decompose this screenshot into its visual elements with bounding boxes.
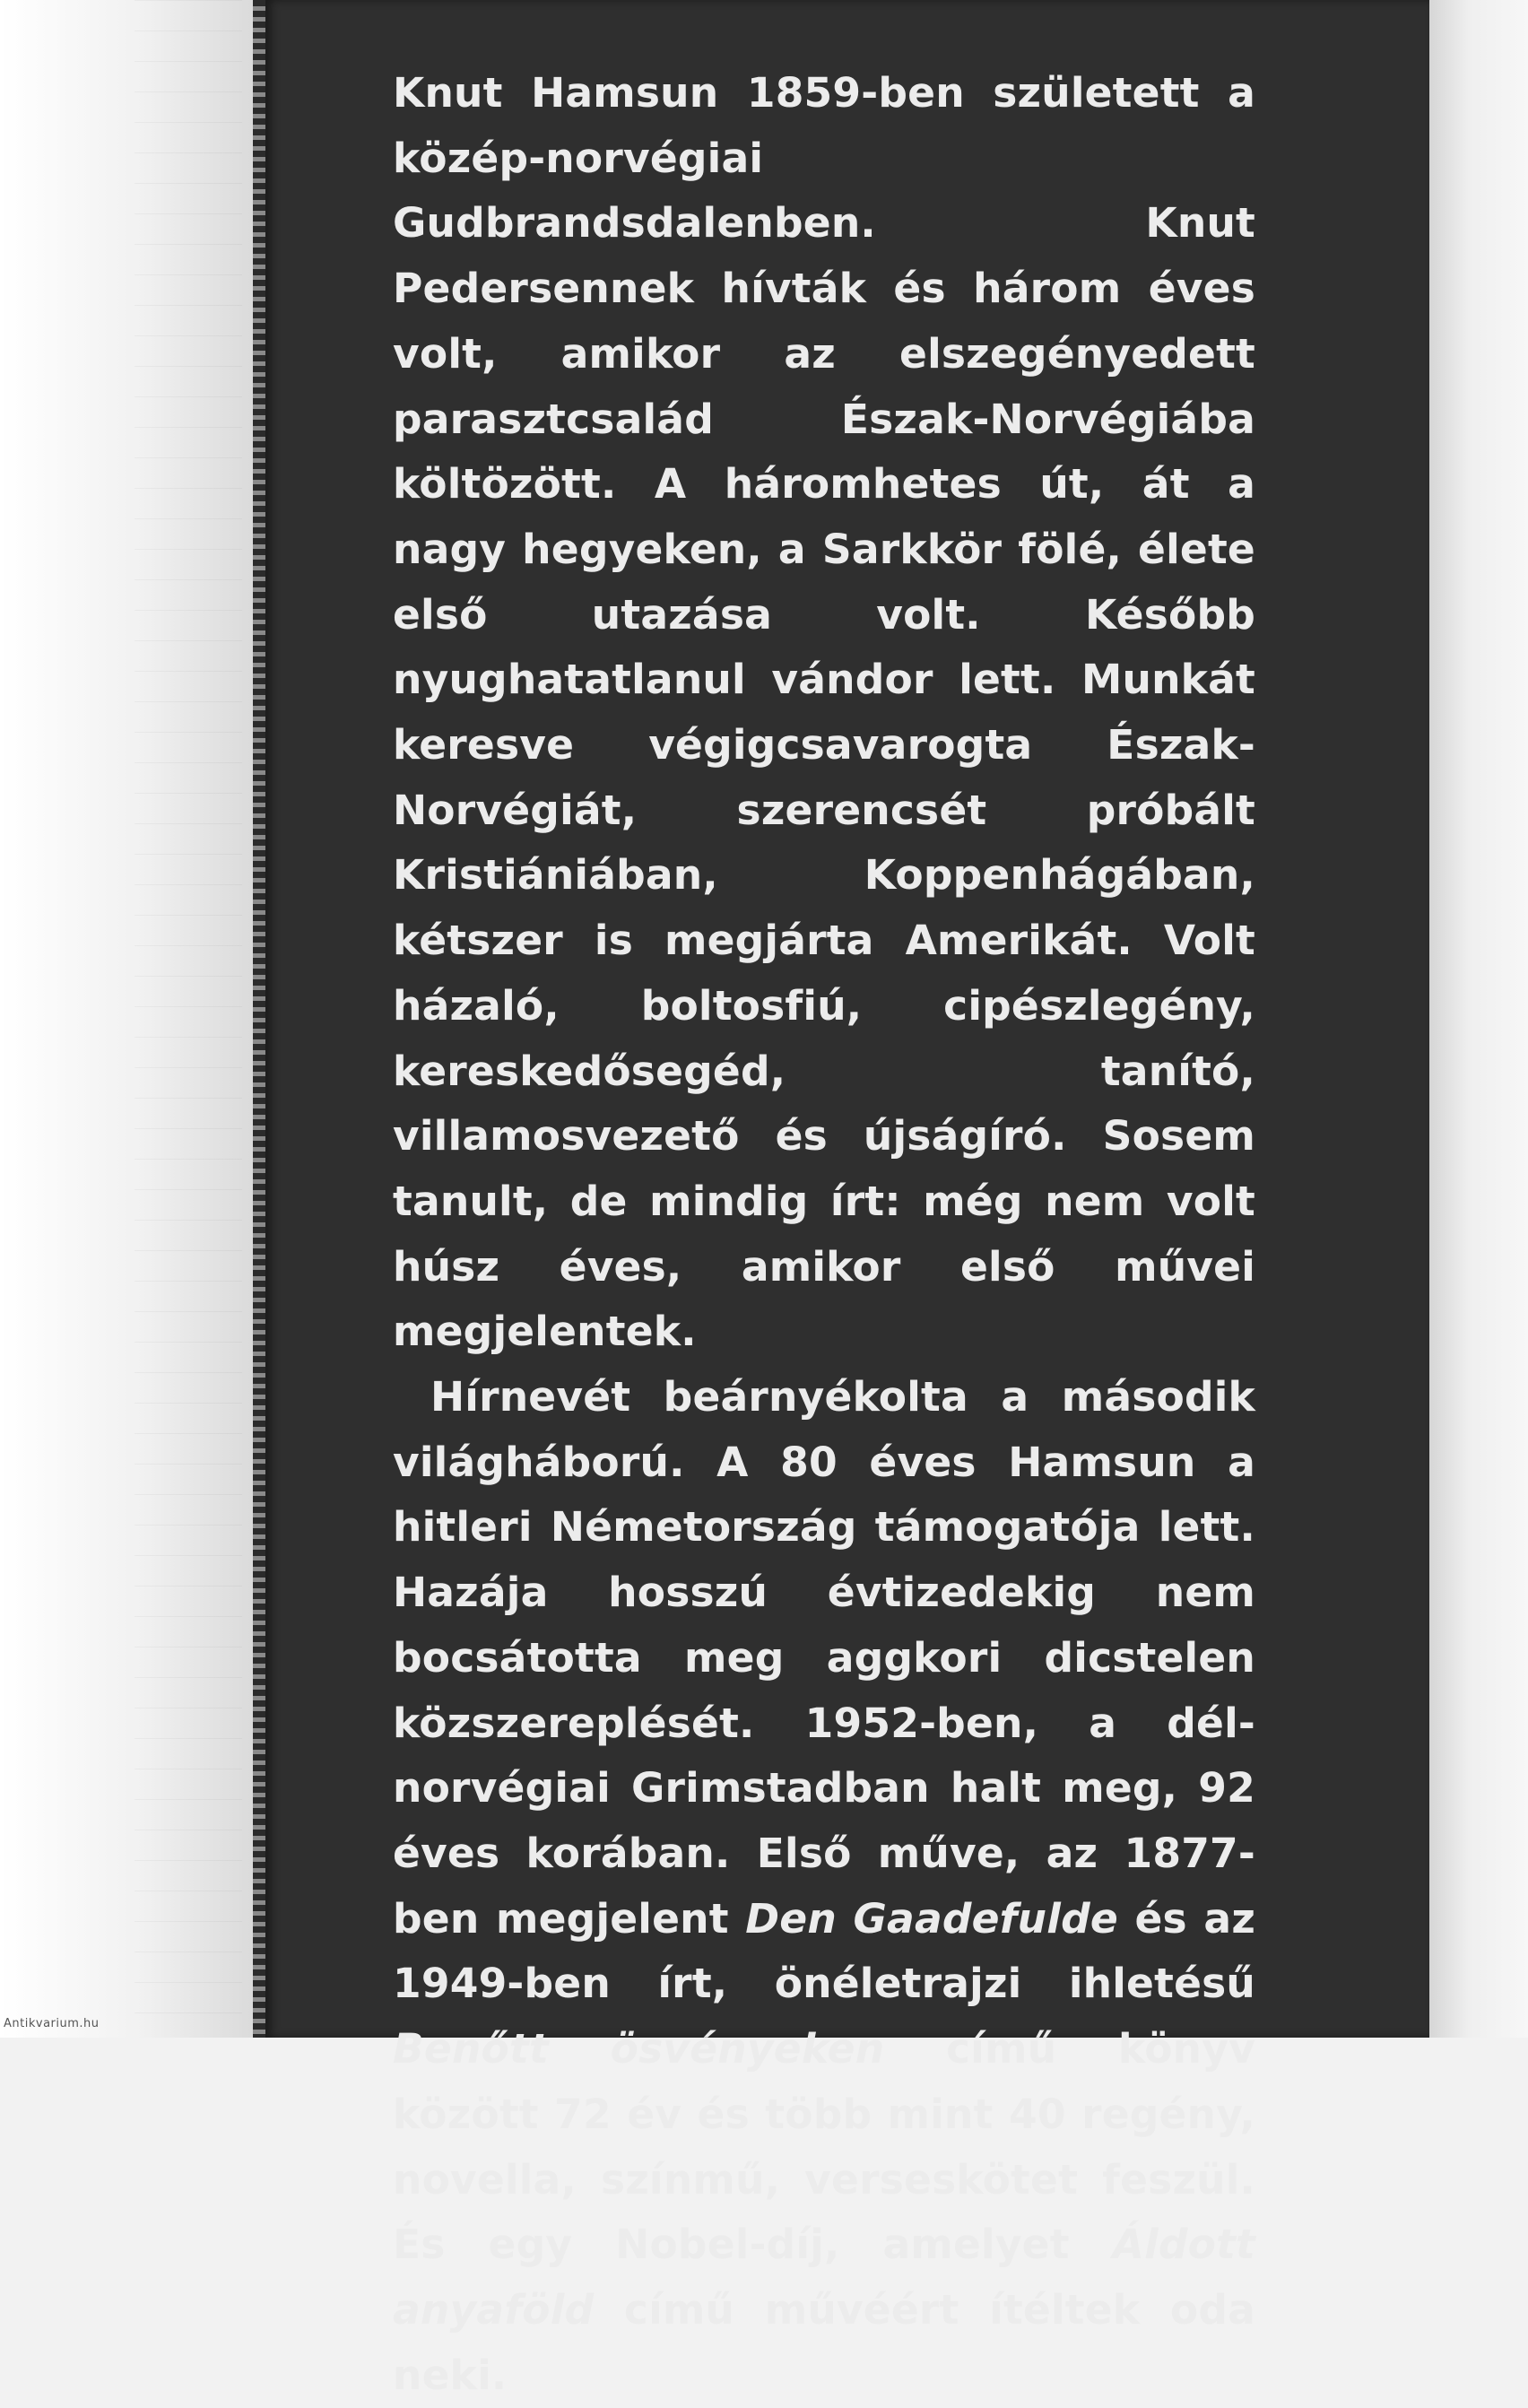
paragraph-2-text-a: Hírnevét beárnyékolta a második világháború. A 80 éves Hamsun a hitleri Németország támogatója lett. Hazája hosszú évtizedekig nem bocsátotta meg aggkori dicstelen közszereplését. 1952-ben, a dél-norvégiai Grimstadban halt meg, 92 éves korában. Első műve, az 1877-ben megjelent — [393, 1373, 1255, 1943]
book-title-den-gaadefulde: Den Gaadefulde — [745, 1894, 1118, 1943]
watermark-text: Antikvarium.hu — [4, 2017, 100, 2030]
biography-paragraph-1: Knut Hamsun 1859-ben született a közép-norvégiai Gudbrandsdalenben. Knut Pedersennek hívták és három éves volt, amikor az elszegényedett parasztcsalád Észak-Norvégiába költözött. A háromhetes út, át a nagy hegyeken, a Sarkkör fölé, élete első utazása volt. Később nyughatatlanul vándor lett. Munkát keresve végigcsavarogta Észak-Norvégiát, szerencsét próbált Kristiániában, Koppenhágában, kétszer is megjárta Amerikát. Volt házaló, boltosfiú, cipészlegény, kereskedősegéd, tanító, villamosvezető és újságíró. Sosem tanult, de mindig írt: még nem volt húsz éves, amikor első művei megjelentek. — [393, 69, 1255, 1356]
paragraph-2-text-c: című könyv között 72 év és több mint 40 regény, novella, színmű, verseskötet feszül. És egy Nobel-díj, amelyet — [393, 2025, 1255, 2269]
book-title-benott-osvenyeken: Benőtt ösvényeken — [393, 2025, 885, 2073]
page-texture — [135, 0, 242, 2038]
paragraph-2-text-d: című művéért ítéltek oda neki. — [393, 2285, 1255, 2399]
adjacent-page — [0, 0, 260, 2038]
author-biography — [393, 61, 1255, 2408]
book-title-aldott-anyafold: Áldott anyaföld — [393, 2221, 1255, 2334]
page-right-margin — [1429, 0, 1528, 2038]
paragraph-2-text-b: és az 1949-ben írt, önéletrajzi ihletésű — [393, 1894, 1256, 2008]
biography-paragraph-2 — [393, 1365, 1255, 2408]
